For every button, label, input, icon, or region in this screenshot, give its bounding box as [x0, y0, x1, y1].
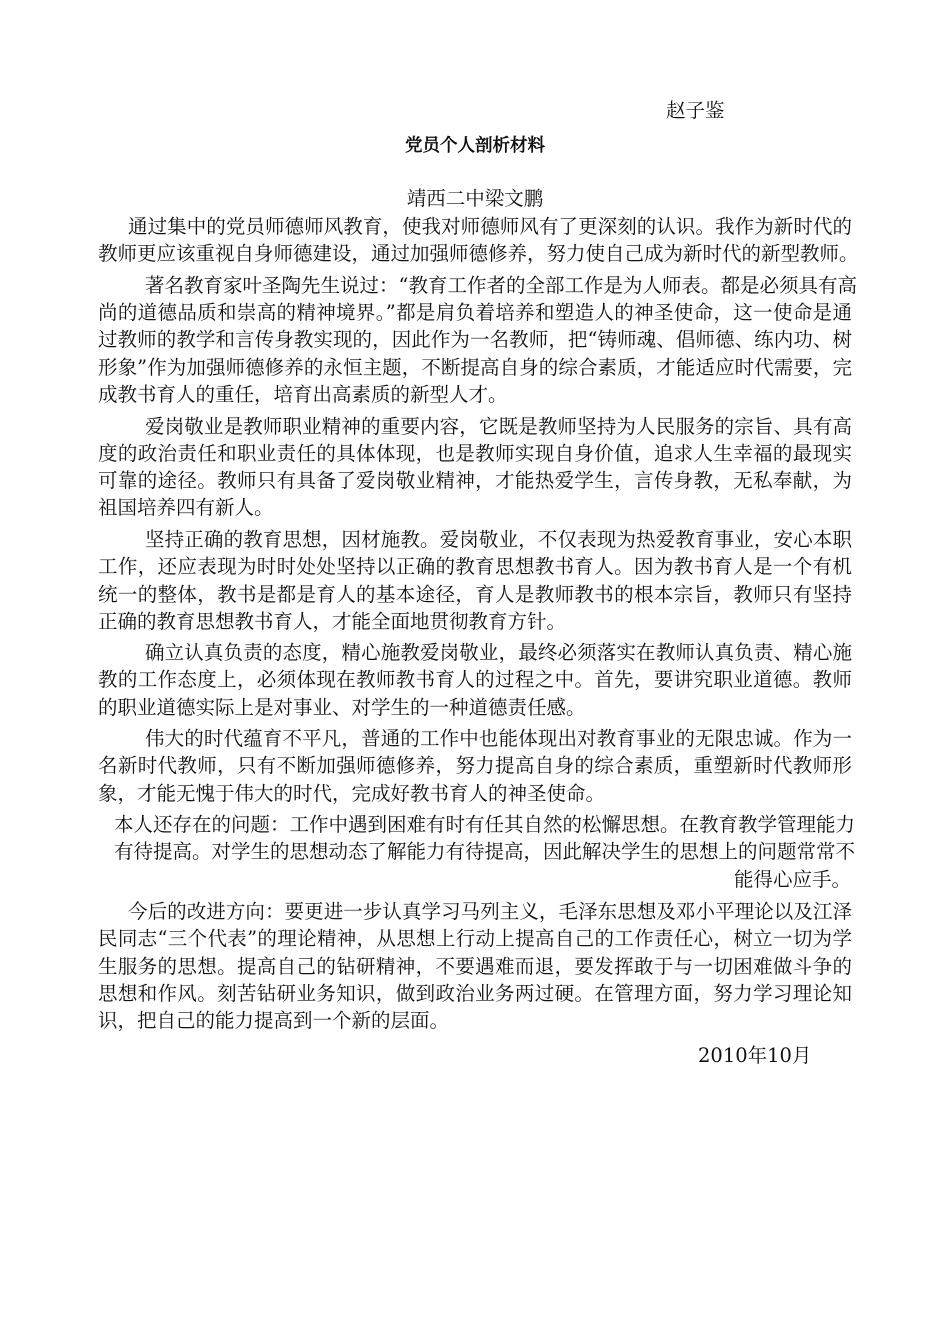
body-line: 坚持正确的教育思想，因材施教。爱岗敬业，不仅表现为热爱教育事业，安心本职	[145, 528, 852, 551]
body-line: 统一的整体，教书是都是育人的基本途径，育人是教师教书的根本宗旨，教师只有坚持	[98, 583, 852, 606]
body-line: 教师更应该重视自身师德建设，通过加强师德修养，努力使自己成为新时代的新型教师。	[98, 242, 859, 265]
body-line: 识，把自己的能力提高到一个新的层面。	[98, 1009, 450, 1032]
document-byline: 靖西二中梁文鹏	[406, 187, 544, 210]
body-line: 形象”作为加强师德修养的永恒主题，不断提高自身的综合素质，才能适应时代需要，完	[98, 356, 852, 379]
body-line: 生服务的思想。提高自己的钻研精神，不要遇难而退，要发挥敢于与一切困难做斗争的	[98, 955, 852, 978]
document-date: 2010年10月	[698, 1044, 812, 1067]
body-line: 尚的道德品质和崇高的精神境界。”都是肩负着培养和塑造人的神圣使命，这一使命是通	[98, 301, 852, 324]
body-line: 过教师的教学和言传身教实现的，因此作为一名教师，把“铸师魂、倡师德、练内功、树	[98, 328, 852, 351]
body-line: 象，才能无愧于伟大的时代，完成好教书育人的神圣使命。	[98, 782, 606, 805]
body-line: 民同志“三个代表”的理论精神，从思想上行动上提高自己的工作责任心，树立一切为学	[98, 927, 852, 950]
body-line: 成教书育人的重任，培育出高素质的新型人才。	[98, 383, 508, 406]
body-line: 通过集中的党员师德师风教育，使我对师德师风有了更深刻的认识。我作为新时代的	[128, 215, 852, 238]
body-line: 名新时代教师，只有不断加强师德修养，努力提高自身的综合素质，重塑新时代教师形	[98, 754, 852, 777]
body-line: 今后的改进方向：要更进一步认真学习马列主义，毛泽东思想及邓小平理论以及江泽	[128, 900, 852, 923]
body-line: 教的工作态度上，必须体现在教师教书育人的过程之中。首先，要讲究职业道德。教师	[98, 668, 852, 691]
body-line: 爱岗敬业是教师职业精神的重要内容，它既是教师坚持为人民服务的宗旨、具有高	[145, 415, 852, 438]
document-title: 党员个人剖析材料	[405, 136, 545, 156]
body-line: 的职业道德实际上是对事业、对学生的一种道德责任感。	[98, 696, 586, 719]
body-line: 伟大的时代蕴育不平凡，普通的工作中也能体现出对教育事业的无限忠诚。作为一	[145, 727, 852, 750]
body-line: 可靠的途径。教师只有具备了爱岗敬业精神，才能热爱学生，言传身教，无私奉献，为	[98, 469, 852, 492]
body-line: 本人还存在的问题：工作中遇到困难有时有任其自然的松懈思想。在教育教学管理能力	[114, 813, 856, 836]
body-line: 著名教育家叶圣陶先生说过：“教育工作者的全部工作是为人师表。都是必须具有高	[145, 274, 857, 297]
body-line: 有待提高。对学生的思想动态了解能力有待提高，因此解决学生的思想上的问题常常不	[114, 840, 856, 863]
author-name: 赵子鉴	[666, 99, 725, 122]
body-line: 正确的教育思想教书育人，才能全面地贯彻教育方针。	[98, 610, 567, 633]
body-line: 度的政治责任和职业责任的具体体现，也是教师实现自身价值，追求人生幸福的最现实	[98, 442, 852, 465]
body-line: 祖国培养四有新人。	[98, 496, 274, 519]
body-line: 工作，还应表现为时时处处坚持以正确的教育思想教书育人。因为教书育人是一个有机	[98, 555, 852, 578]
body-line: 确立认真负责的态度，精心施教爱岗敬业，最终必须落实在教师认真负责、精心施	[145, 641, 852, 664]
body-line: 能得心应手。	[734, 868, 852, 891]
body-line: 思想和作风。刻苦钻研业务知识，做到政治业务两过硬。在管理方面，努力学习理论知	[98, 982, 852, 1005]
